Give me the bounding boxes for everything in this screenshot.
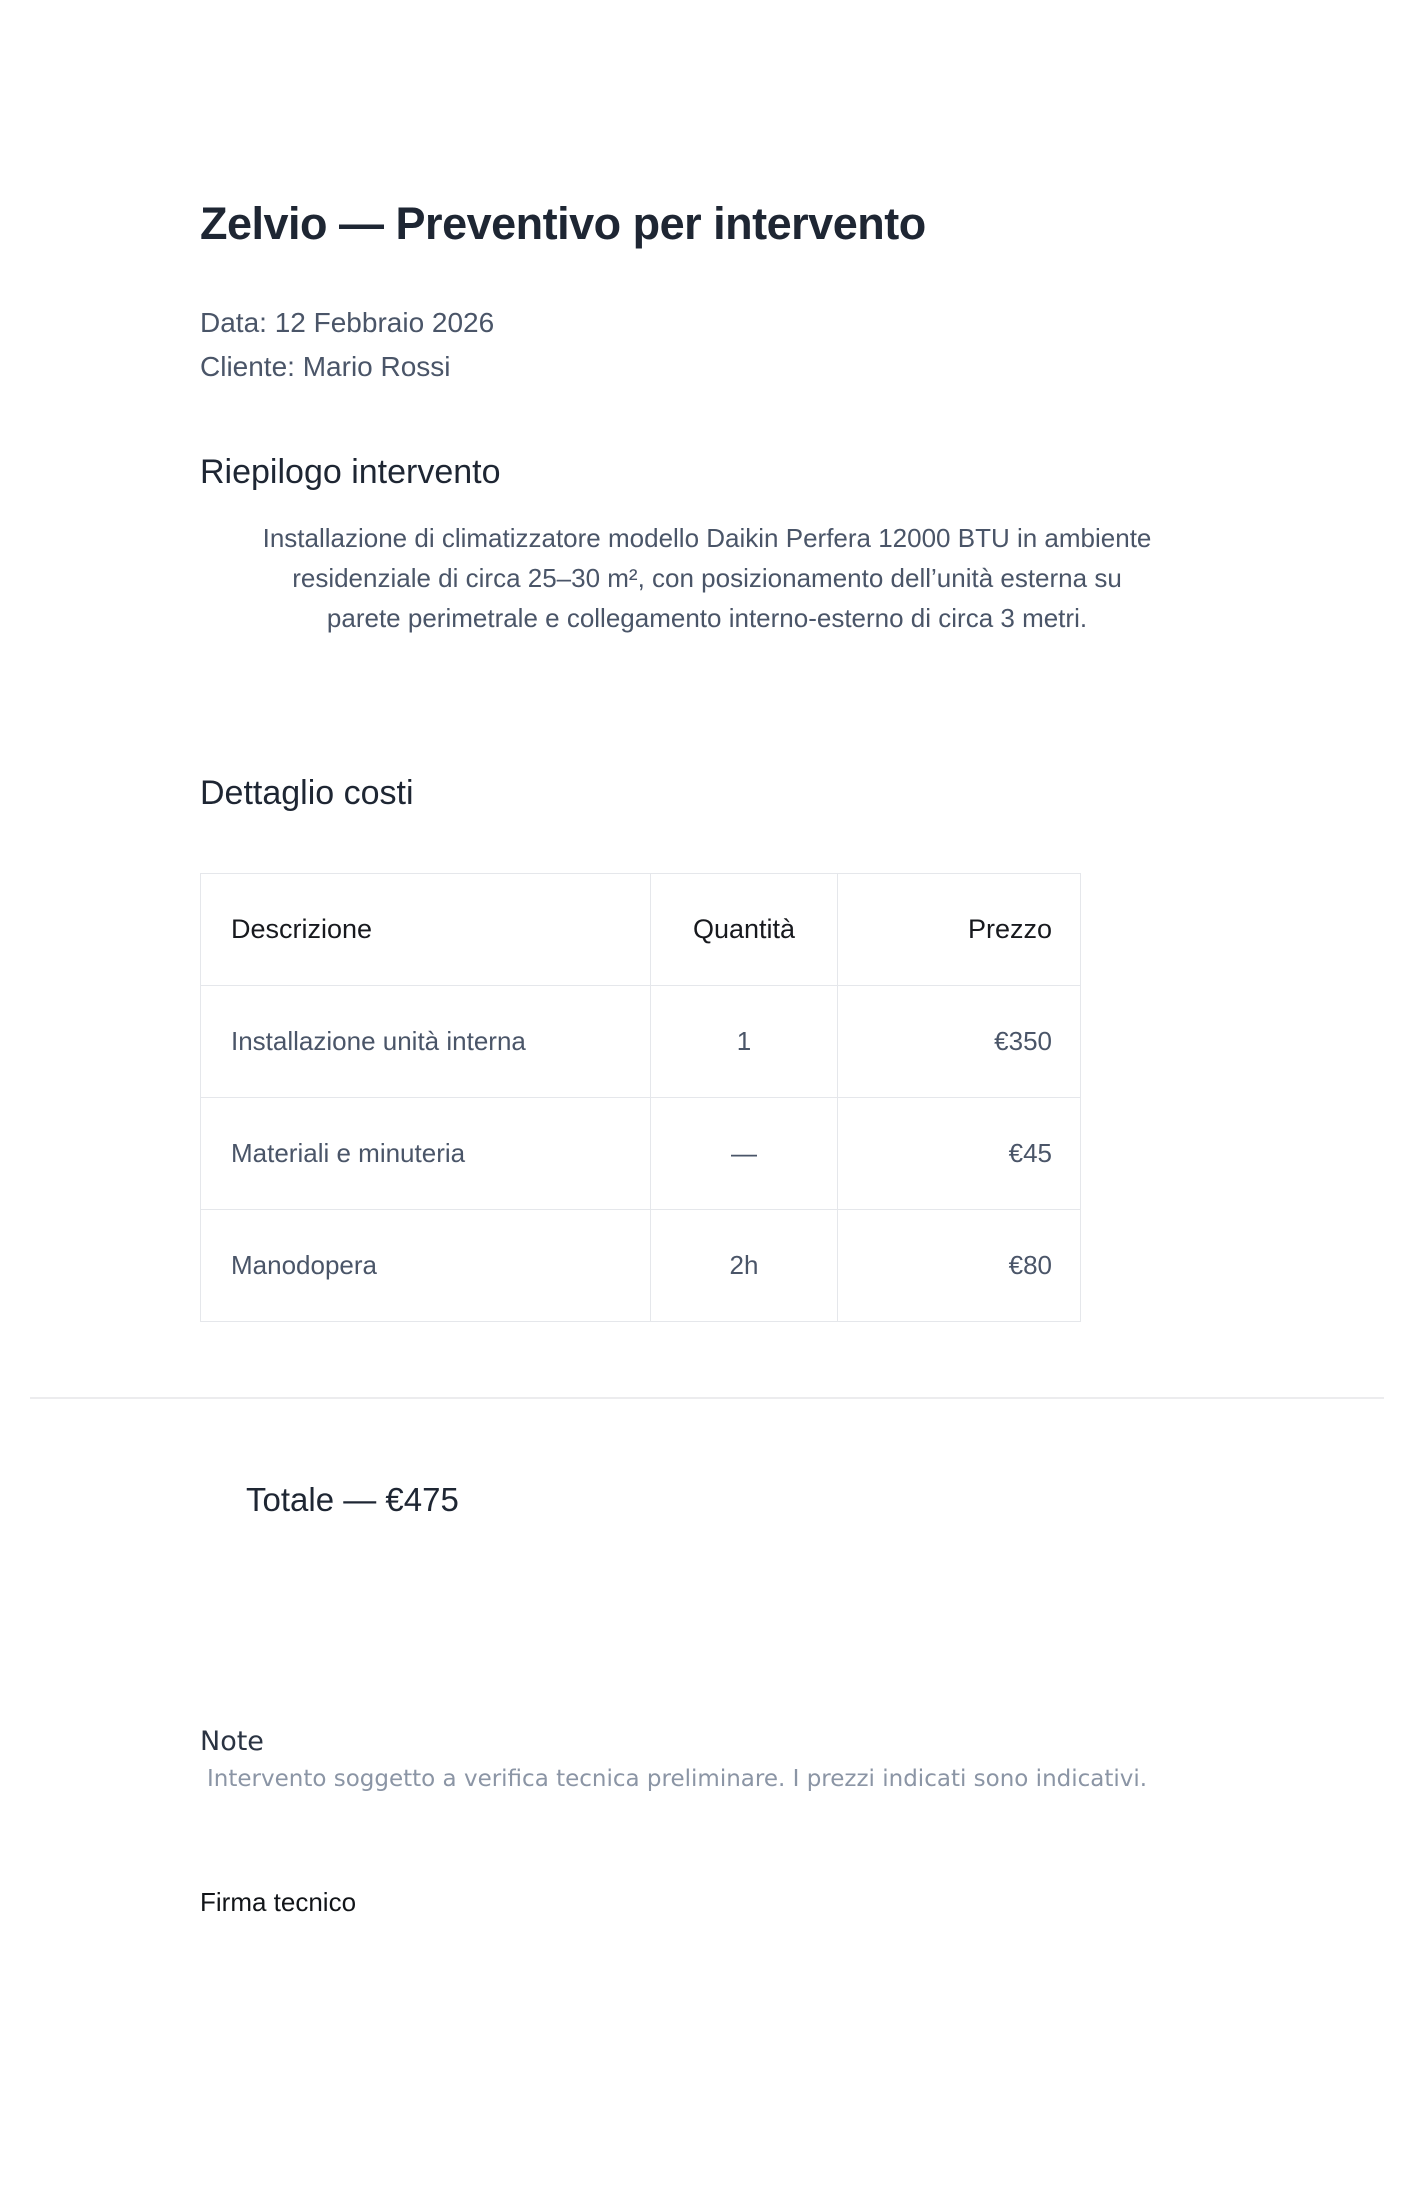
column-header-description: Descrizione: [201, 874, 651, 986]
notes-section: [200, 1725, 1214, 1795]
notes-heading: Note: [200, 1726, 264, 1757]
table-row: [201, 986, 1081, 1098]
notes-body: Intervento soggetto a verifica tecnica preliminare. I prezzi indicati sono indicativi.: [207, 1766, 1148, 1792]
total-line: Totale — €475: [246, 1481, 459, 1518]
cell-quantity: —: [651, 1098, 838, 1210]
cell-price: €45: [838, 1098, 1081, 1210]
summary-paragraph: [201, 518, 1213, 638]
summary-line: parete perimetrale e collegamento interno-esterno di circa 3 metri.: [326, 603, 1088, 633]
summary-line: Installazione di climatizzatore modello Daikin Perfera 12000 BTU in ambiente: [262, 523, 1152, 553]
cell-description: Installazione unità interna: [201, 986, 651, 1098]
quote-document: [0, 197, 1414, 2197]
column-header-price: Prezzo: [838, 874, 1081, 986]
page-title: Zelvio — Preventivo per intervento: [200, 198, 926, 249]
cell-quantity: 2h: [651, 1210, 838, 1322]
cell-description: Manodopera: [201, 1210, 651, 1322]
table-row: [201, 1098, 1081, 1210]
document-meta: [200, 301, 1214, 389]
cell-quantity: 1: [651, 986, 838, 1098]
column-header-quantity: Quantità: [651, 874, 838, 986]
date-line: Data: 12 Febbraio 2026: [200, 307, 495, 338]
summary-heading: Riepilogo intervento: [200, 453, 501, 491]
costs-table: [200, 873, 1081, 1322]
cell-price: €80: [838, 1210, 1081, 1322]
costs-heading: Dettaglio costi: [200, 774, 414, 812]
cell-description: Materiali e minuteria: [201, 1098, 651, 1210]
section-divider: [30, 1397, 1384, 1399]
table-row: [201, 1210, 1081, 1322]
table-header-row: [201, 874, 1081, 986]
cell-price: €350: [838, 986, 1081, 1098]
summary-line: residenziale di circa 25–30 m², con posizionamento dell’unità esterna su: [292, 563, 1122, 593]
client-line: Cliente: Mario Rossi: [200, 351, 451, 382]
signature-label: Firma tecnico: [200, 1887, 357, 1917]
